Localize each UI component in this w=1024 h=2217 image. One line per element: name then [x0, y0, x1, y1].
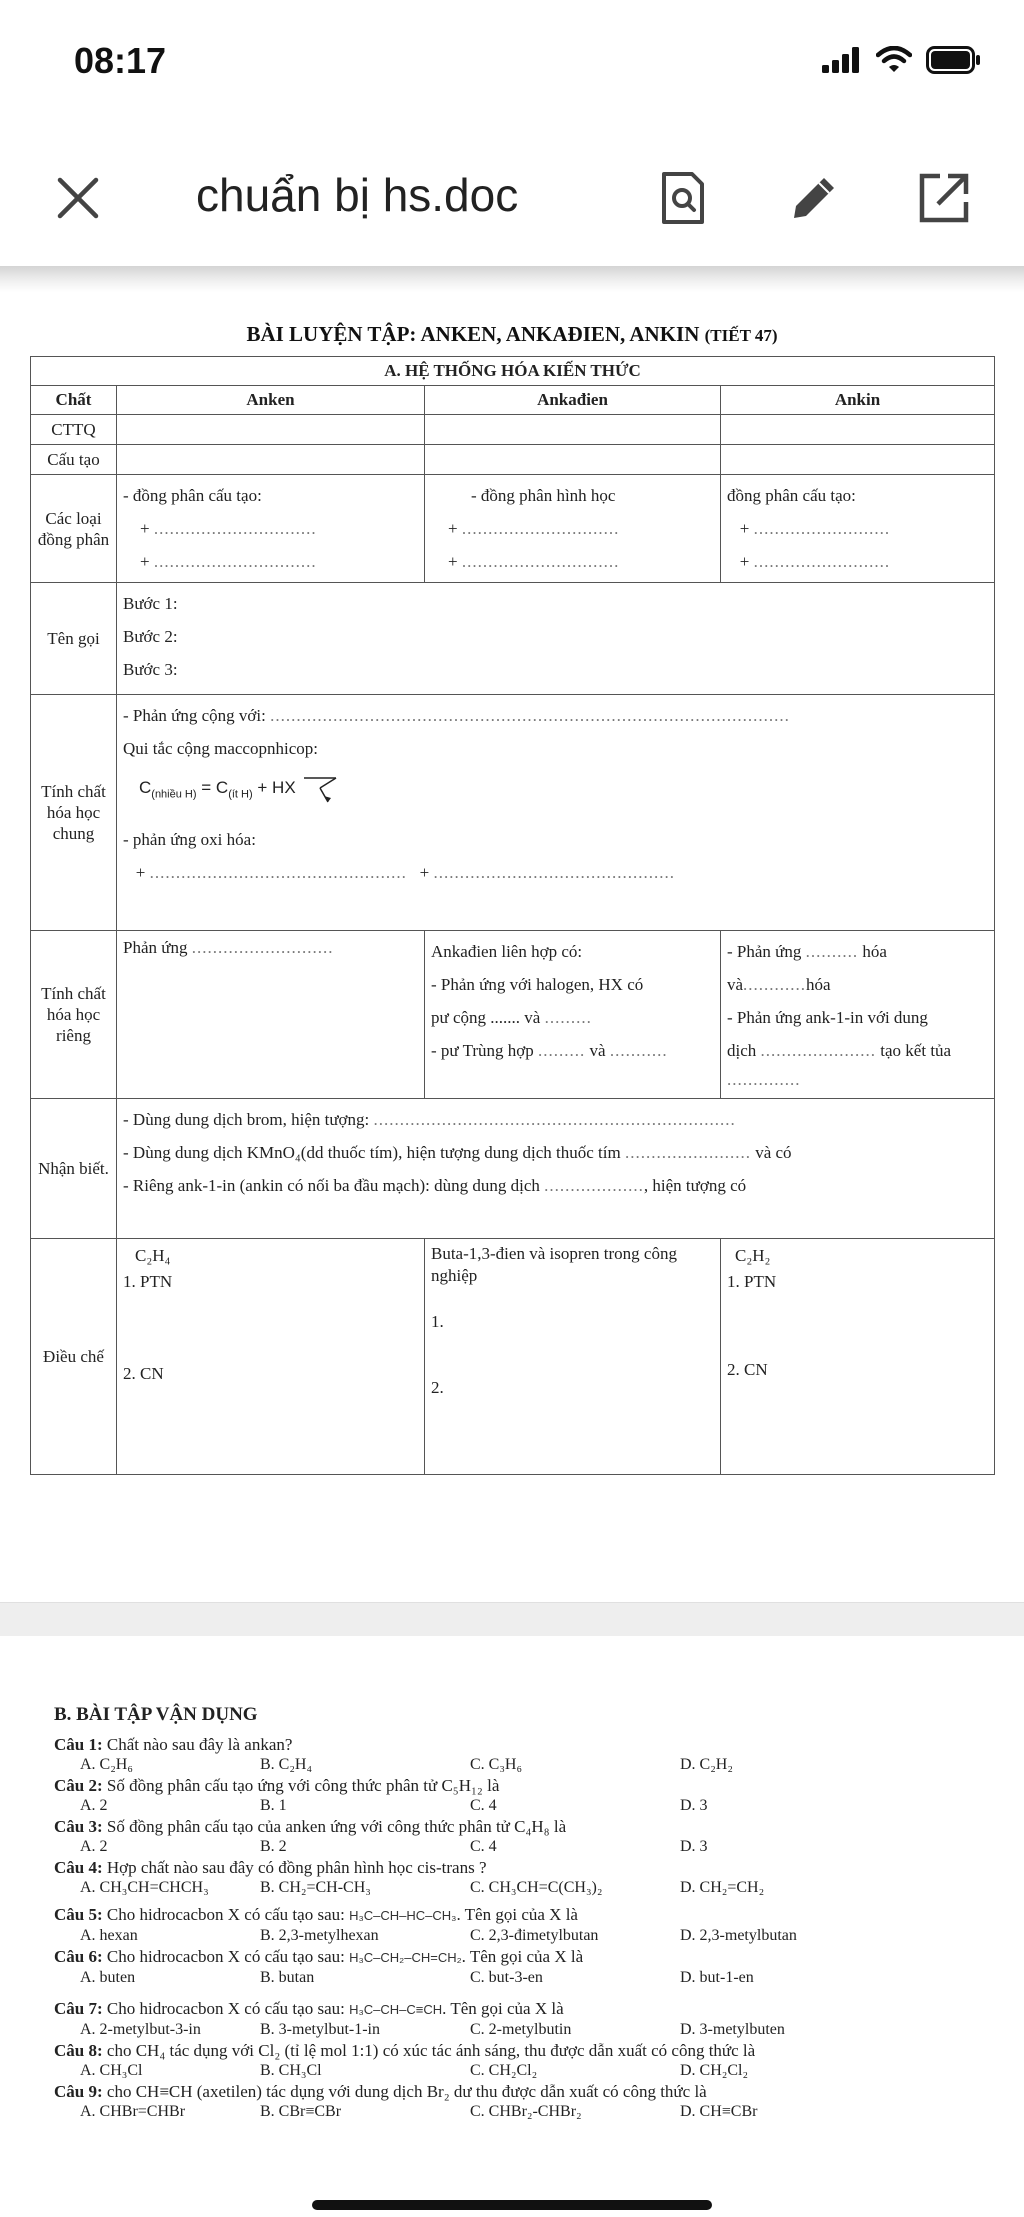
question-text: Số đồng phân cấu tạo của anken ứng với công thức phân tử C₄H₈ là: [106, 1817, 567, 1836]
ankin-phan-ung: - Phản ứng: [727, 942, 802, 961]
knowledge-table: [30, 356, 995, 1475]
edit-pencil-icon[interactable]: [786, 170, 842, 226]
dong-phan-anken-cell: - đồng phân cấu tạo: + ............................... + ...............................: [117, 475, 425, 583]
dong-phan-ankadien: - đồng phân hình học: [471, 486, 616, 505]
option-a: A. hexan: [80, 1927, 138, 1944]
question-text-2: . Tên gọi của X là: [442, 1999, 564, 2018]
app-bar-shadow: [0, 266, 1024, 292]
question-text: Chất nào sau đây là ankan?: [106, 1735, 293, 1754]
ankin-ket-tua: tạo kết tủa: [880, 1041, 952, 1060]
dieu-che-anken-ptn: 1. PTN: [123, 1272, 173, 1291]
question-8: [54, 2040, 994, 2081]
tinh-chat-rieng-ankadien-cell: Ankađien liên hợp có: - Phản ứng với halogen, HX có pư cộng ....... và ......... - pư Trùng hợp ......... và ...........: [425, 931, 721, 1099]
question-number: Câu 6:: [54, 1947, 103, 1966]
table-header-row: [31, 386, 995, 415]
oxi-hoa-text: - phản ứng oxi hóa:: [123, 830, 256, 850]
option-c: C. CH₃CH=C(CH₃)₂: [470, 1879, 603, 1896]
question-number: Câu 4:: [54, 1858, 103, 1877]
phan-ung-anken: Phản ứng: [123, 938, 188, 957]
status-icons: [822, 46, 982, 74]
status-time: 08:17: [74, 40, 167, 81]
dieu-che-anken-cell: [117, 1239, 425, 1475]
close-icon[interactable]: [52, 172, 104, 224]
formula-right: + HX: [257, 778, 296, 797]
heading-suffix: (TIẾT 47): [704, 326, 778, 345]
ankin-hoa: hóa: [862, 942, 887, 961]
document-heading: [0, 322, 1024, 347]
question-number: Câu 8:: [54, 2041, 103, 2060]
dieu-che-ankadien-text: Buta-1,3-đien và isopren trong công nghiệp: [431, 1244, 677, 1285]
ankin-ank-1-in: - Phản ứng ank-1-in với dung: [727, 1008, 928, 1027]
section-a-heading: A. HỆ THỐNG HÓA KIẾN THỨC: [31, 357, 995, 386]
option-c: C. 2-metylbutin: [470, 2021, 572, 2038]
question-text: cho CH≡CH (axetilen) tác dụng với dung dịch Br₂ dư thu được dẫn xuất có công thức là: [106, 2082, 707, 2101]
plus-sign: +: [448, 519, 458, 538]
heading-text: BÀI LUYỆN TẬP: ANKEN, ANKAĐIEN, ANKIN: [246, 322, 700, 346]
dong-phan-ankadien-cell: - đồng phân hình học + .............................. + ..............................: [425, 475, 721, 583]
row-label-cau-tao: Cấu tạo: [31, 445, 117, 475]
option-b: B. 2,3-metylhexan: [260, 1927, 379, 1944]
formula-sub-1: (nhiều H): [151, 788, 197, 801]
formula-sub-2: (ít H): [228, 788, 253, 801]
option-c: C. CH₂Cl₂: [470, 2062, 538, 2079]
nhan-biet-cell: - Dùng dung dịch brom, hiện tượng: ..................................................................... - Dùng dung dịch KMnO₄(dd thuốc tím), hiện tượng dung dịch thuốc tím ........................ và có - Riêng ank-1-in (ankin có nối ba đầu mạch): dùng dung dịch ..................., hiện tượng có: [117, 1099, 995, 1239]
plus-sign: +: [419, 863, 430, 883]
open-external-icon[interactable]: [916, 170, 972, 226]
ankin-va: và: [727, 975, 744, 994]
row-label-dong-phan: Các loại đồng phân: [31, 475, 117, 583]
option-a: A. 2: [80, 1838, 108, 1855]
option-a: A. 2-metylbut-3-in: [80, 2021, 201, 2038]
option-b: B. CH₂=CH-CH₃: [260, 1879, 371, 1896]
question-5: [54, 1904, 994, 1946]
question-number: Câu 9:: [54, 2082, 103, 2101]
plus-sign: +: [140, 552, 150, 571]
option-d: D. but-1-en: [680, 1969, 754, 1986]
ankadien-lien-hop: Ankađien liên hợp có:: [431, 942, 583, 961]
dieu-che-ankin-ptn: 1. PTN: [727, 1272, 777, 1291]
tinh-chat-chung-cell: - Phản ứng cộng với: ................................................................................................... Qui tắc cộng maccopnhicop: $C_{(nhiều H)} = C_{(ít H)}$ + HX - phản ứng oxi hóa: + ................................................. + ..............................................: [117, 695, 995, 931]
dieu-che-ankin-cell: [721, 1239, 995, 1475]
dieu-che-anken-cn: 2. CN: [123, 1364, 164, 1383]
battery-icon: [926, 46, 982, 74]
dong-phan-ankin-cell: đồng phân cấu tạo: + .......................... + ..........................: [721, 475, 995, 583]
tinh-chat-rieng-ankin-cell: - Phản ứng .......... hóa và............hóa - Phản ứng ank-1-in với dung dịch ...................... tạo kết tủa ..............: [721, 931, 995, 1099]
option-b: B. CBr≡CBr: [260, 2103, 342, 2120]
formula-eq: = C: [201, 778, 229, 797]
option-c: C. 2,3-đimetylbutan: [470, 1927, 599, 1944]
ankadien-trung-hop: - pư Trùng hợp: [431, 1041, 534, 1060]
option-c: C. 4: [470, 1797, 497, 1814]
option-b: B. 3-metylbut-1-in: [260, 2021, 380, 2038]
question-3: [54, 1816, 994, 1857]
option-d: D. CH₂=CH₂: [680, 1879, 765, 1896]
question-text: Cho hidrocacbon X có cấu tạo sau:: [106, 1947, 345, 1966]
row-label-cttq: CTTQ: [31, 415, 117, 445]
option-a: A. CH₃Cl: [80, 2062, 143, 2079]
row-label-tinh-chat-rieng: Tính chất hóa học riêng: [31, 931, 117, 1099]
plus-sign: +: [140, 519, 150, 538]
option-b: B. C₂H₄: [260, 1756, 313, 1773]
reaction-arrow-icon: [300, 772, 340, 806]
dieu-che-ankin-formula: C₂H₂: [735, 1246, 771, 1265]
ankadien-pu-cong: pư cộng ....... và: [431, 1008, 541, 1027]
option-a: A. CHBr=CHBr: [80, 2103, 186, 2120]
nhan-biet-ank-1-in: - Riêng ank-1-in (ankin có nối ba đầu mạch): dùng dung dịch: [123, 1176, 540, 1195]
option-b: B. butan: [260, 1969, 315, 1986]
option-a: A. 2: [80, 1797, 108, 1814]
question-number: Câu 2:: [54, 1776, 103, 1795]
structure-formula: H₃C–CH–C≡CH: [349, 2002, 443, 2017]
row-label-tinh-chat-chung: Tính chất hóa học chung: [31, 695, 117, 931]
col-header-ankin: Ankin: [721, 386, 995, 415]
question-number: Câu 5:: [54, 1905, 103, 1924]
dieu-che-ankadien-cell: [425, 1239, 721, 1475]
row-label-ten-goi: Tên gọi: [31, 583, 117, 695]
dieu-che-anken-formula: C₂H₄: [135, 1246, 171, 1265]
tinh-chat-rieng-anken-cell: Phản ứng ...........................: [117, 931, 425, 1099]
plus-sign: +: [739, 552, 750, 571]
document-title: chuẩn bị hs.doc: [196, 169, 519, 221]
question-text: cho CH₄ tác dụng với Cl₂ (tỉ lệ mol 1:1) có xúc tác ánh sáng, thu được dẫn xuất có công thức là: [106, 2041, 756, 2060]
question-text: Số đồng phân cấu tạo ứng với công thức phân tử C₅H₁₂ là: [106, 1776, 500, 1795]
qui-tac-text: Qui tắc cộng maccopnhicop:: [123, 739, 318, 758]
option-d: D. C₂H₂: [680, 1756, 733, 1773]
option-d: D. CH≡CBr: [680, 2103, 758, 2120]
home-indicator[interactable]: [312, 2200, 712, 2210]
option-c: C. CHBr₂-CHBr₂: [470, 2103, 582, 2120]
option-c: C. C₃H₆: [470, 1756, 523, 1773]
question-number: Câu 3:: [54, 1817, 103, 1836]
option-b: B. 2: [260, 1838, 287, 1855]
option-d: D. 3: [680, 1797, 708, 1814]
question-text: Cho hidrocacbon X có cấu tạo sau:: [106, 1905, 345, 1924]
row-label-dieu-che: Điều chế: [31, 1239, 117, 1475]
ten-goi-step-2: Bước 2:: [123, 627, 178, 646]
question-text-2: . Tên gọi của X là: [461, 1947, 584, 1966]
question-text-2: . Tên gọi của X là: [456, 1905, 578, 1924]
signal-icon: [822, 47, 862, 73]
ten-goi-step-1: Bước 1:: [123, 594, 178, 613]
dieu-che-ankadien-2: 2.: [431, 1378, 444, 1397]
option-d: D. 3: [680, 1838, 708, 1855]
option-b: B. CH₃Cl: [260, 2062, 322, 2079]
ankin-dich: dịch: [727, 1041, 757, 1060]
option-b: B. 1: [260, 1797, 287, 1814]
question-number: Câu 1:: [54, 1735, 103, 1754]
nhan-biet-hien-tuong: , hiện tượng có: [643, 1176, 747, 1195]
question-9: [54, 2081, 994, 2122]
col-header-anken: Anken: [117, 386, 425, 415]
nhan-biet-brom: - Dùng dung dịch brom, hiện tượng:: [123, 1110, 370, 1129]
ankadien-and: và: [589, 1041, 606, 1060]
exercise-heading: B. BÀI TẬP VẬN DỤNG: [54, 1704, 258, 1725]
dong-phan-anken: - đồng phân cấu tạo:: [123, 486, 262, 505]
option-d: D. CH₂Cl₂: [680, 2062, 749, 2079]
nhan-biet-va-co: và có: [755, 1143, 792, 1162]
ankin-hoa-2: hóa: [806, 975, 831, 994]
plus-sign: +: [135, 863, 146, 883]
question-number: Câu 7:: [54, 1999, 103, 2018]
ten-goi-step-3: Bước 3:: [123, 660, 178, 679]
option-a: A. C₂H₆: [80, 1756, 133, 1773]
dieu-che-ankin-cn: 2. CN: [727, 1360, 768, 1379]
option-c: C. but-3-en: [470, 1969, 543, 1986]
ankadien-halogen: - Phản ứng với halogen, HX có: [431, 975, 644, 994]
plus-sign: +: [739, 519, 750, 538]
option-c: C. 4: [470, 1838, 497, 1855]
structure-formula: H₃C–CH–HC–CH₃: [349, 1908, 457, 1923]
nhan-biet-kmno4: - Dùng dung dịch KMnO₄(dd thuốc tím), hiện tượng dung dịch thuốc tím: [123, 1143, 621, 1162]
phan-ung-cong-text: - Phản ứng cộng với:: [123, 706, 266, 725]
question-7: [54, 1998, 994, 2040]
question-6: [54, 1946, 994, 1988]
exercise-section: [54, 1704, 994, 2122]
dieu-che-ankadien-1: 1.: [431, 1312, 444, 1331]
wifi-icon: [876, 46, 912, 74]
option-a: A. buten: [80, 1969, 136, 1986]
markovnikov-formula: [123, 765, 988, 817]
status-bar: [0, 0, 1024, 130]
col-header-ankadien: Ankađien: [425, 386, 721, 415]
col-header-chat: Chất: [31, 386, 117, 415]
option-d: D. 2,3-metylbutan: [680, 1927, 797, 1944]
question-2: [54, 1775, 994, 1816]
ten-goi-cell: [117, 583, 995, 695]
page-separator: [0, 1602, 1024, 1636]
question-text: Cho hidrocacbon X có cấu tạo sau:: [106, 1999, 345, 2018]
structure-formula: H₃C–CH₂–CH=CH₂: [349, 1950, 462, 1965]
option-d: D. 3-metylbuten: [680, 2021, 785, 2038]
option-a: A. CH₃CH=CHCH₃: [80, 1879, 209, 1896]
plus-sign: +: [448, 552, 458, 571]
formula-left: C: [139, 778, 152, 797]
question-text: Hợp chất nào sau đây có đồng phân hình học cis-trans ?: [106, 1858, 487, 1877]
row-label-nhan-biet: Nhận biết.: [31, 1099, 117, 1239]
search-document-icon[interactable]: [656, 170, 712, 226]
question-4: [54, 1857, 994, 1898]
dong-phan-ankin: đồng phân cấu tạo:: [727, 486, 856, 505]
question-1: [54, 1734, 994, 1775]
